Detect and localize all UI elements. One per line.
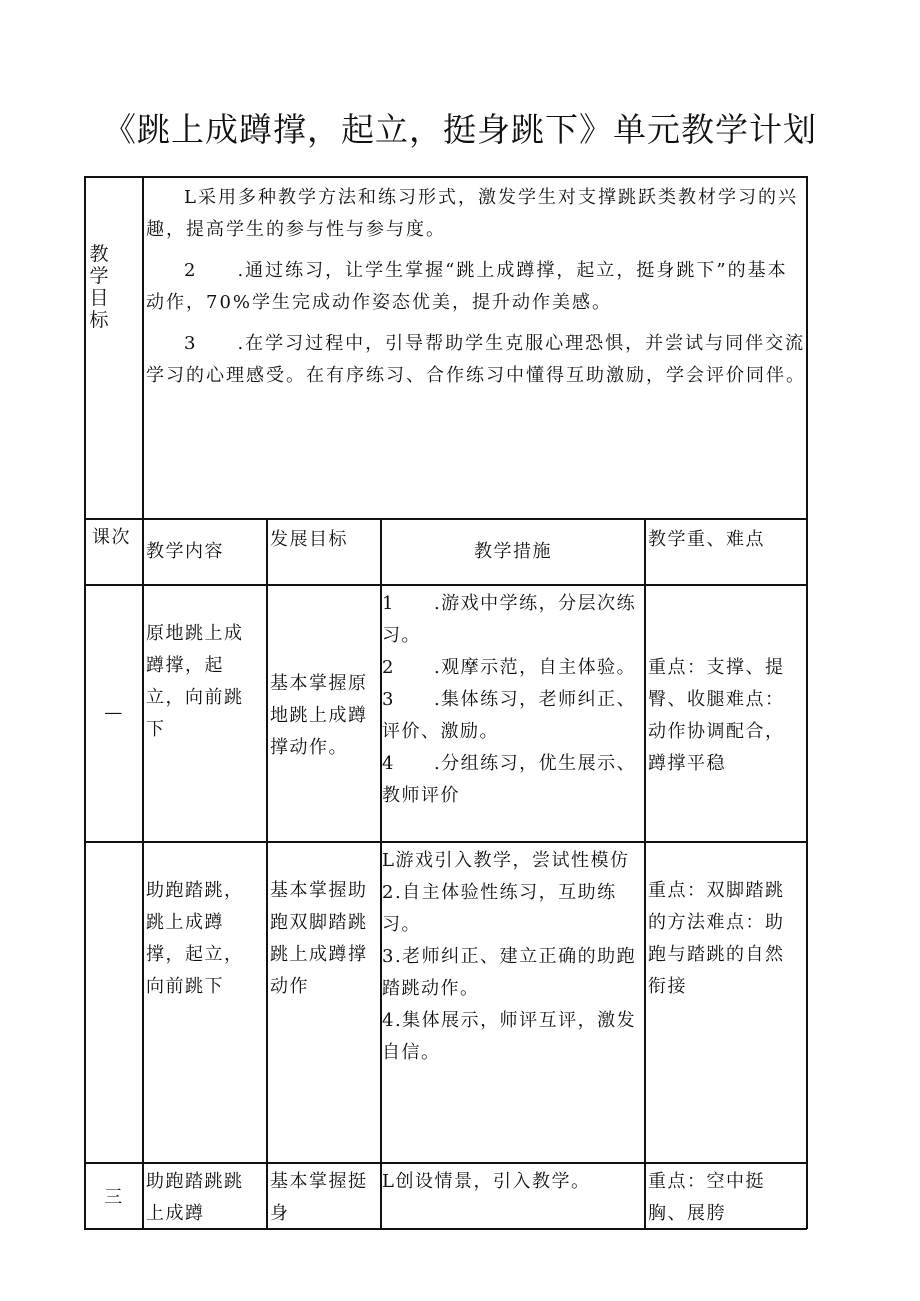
measure-item: L创设情景，引入教学。: [382, 1171, 591, 1192]
row3-keypoints: 重点：空中挺胸、展胯: [648, 1171, 765, 1224]
goals-label: [88, 243, 110, 331]
measure-item: 1 .游戏中学练，分层次练习。: [382, 593, 637, 646]
goal-item-3: 3 .在学习过程中，引导帮助学生克服心理恐惧，并尝试与同伴交流学习的心理感受。在有序练习、合作练习中懂得互助激励，学会评价同伴。: [146, 333, 806, 386]
row1-keypoints: 重点：支撑、提臀、收腿难点：动作协调配合，蹲撑平稳: [648, 657, 785, 774]
row2-goal: 基本掌握助跑双脚踏跳跳上成蹲撑动作: [270, 880, 368, 997]
goal-item-2: 2 .通过练习，让学生掌握“跳上成蹲撑，起立，挺身跳下”的基本动作，70%学生完成动作姿态优美，提升动作美感。: [146, 260, 788, 313]
table-col-divider-4: [644, 518, 646, 1229]
goals-label-char: 学: [89, 265, 109, 287]
table-col-divider-1: [142, 176, 144, 1229]
row3-goal: 基本掌握挺身: [270, 1171, 368, 1224]
goals-label-char: 标: [89, 309, 109, 331]
table-border-header-bottom: [84, 584, 807, 586]
measure-item: 2 .观摩示范，自主体验。: [382, 657, 637, 678]
row2-content: 助跑踏跳，跳上成蹲撑，起立，向前跳下: [146, 880, 244, 997]
measure-item: 3 .集体练习，老师纠正、评价、激励。: [382, 689, 637, 742]
header-keypoints: 教学重、难点: [648, 529, 765, 550]
table-col-divider-2: [266, 518, 268, 1229]
measure-item: L游戏引入教学，尝试性模仿: [382, 850, 630, 871]
row3-measures: [382, 1166, 644, 1198]
table-border-row2-bottom: [84, 1162, 807, 1164]
header-measures: 教学措施: [474, 541, 552, 562]
row1-measures: [382, 588, 644, 840]
row3-lesson: 三: [104, 1187, 124, 1208]
measure-item: 2.自主体验性练习，互助练习。: [382, 882, 617, 935]
header-goal: 发展目标: [270, 529, 348, 550]
goals-label-char: 目: [89, 287, 109, 309]
goals-label-char: 教: [89, 243, 109, 265]
table-border-right: [806, 176, 808, 1229]
measure-item: 4.集体展示，师评互评，激发自信。: [382, 1010, 637, 1063]
goal-item-1: L采用多种教学方法和练习形式，激发学生对支撑跳跃类教材学习的兴趣，提高学生的参与性与参与度。: [146, 187, 798, 240]
row2-keypoints: 重点：双脚踏跳的方法难点：助跑与踏跳的自然衔接: [648, 880, 785, 997]
header-content: 教学内容: [146, 541, 224, 562]
measure-item: 4 .分组练习，优生展示、教师评价: [382, 753, 637, 806]
row1-content: 原地跳上成蹲撑，起立，向前跳下: [146, 623, 244, 740]
row1-lesson: —: [104, 702, 124, 723]
page-title: 《跳上成蹲撑，起立，挺身跳下》单元教学计划: [103, 110, 817, 149]
header-lesson: 课次: [92, 527, 131, 548]
measure-item: 3.老师纠正、建立正确的助跑踏跳动作。: [382, 946, 637, 999]
row1-goal: 基本掌握原地跳上成蹲撑动作。: [270, 673, 368, 758]
table-border-header-top: [84, 518, 807, 520]
table-border-top: [84, 176, 807, 178]
table-border-row1-bottom: [84, 841, 807, 843]
teaching-goals: [146, 182, 806, 401]
row2-measures: [382, 845, 644, 1069]
row3-content: 助跑踏跳跳上成蹲: [146, 1171, 244, 1224]
